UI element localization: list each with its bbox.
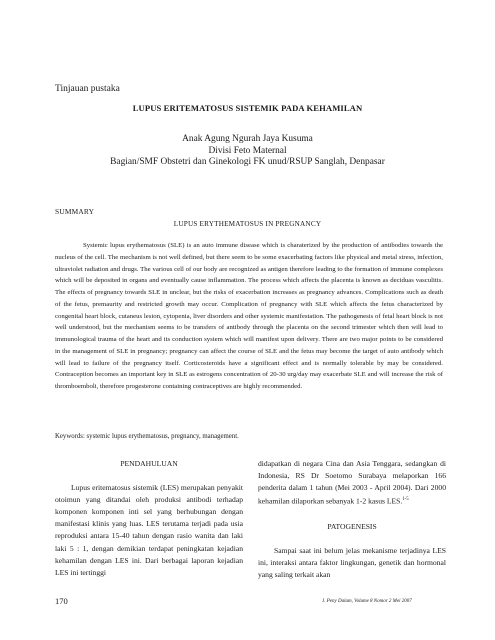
reference-superscript: 1-5 — [402, 497, 409, 503]
journal-citation: J. Peny Dalam, Volume 8 Nomor 2 Mei 2007 — [322, 599, 412, 604]
author-affiliation: Bagian/SMF Obstetri dan Ginekologi FK unud/RSUP Sanglah, Denpasar — [110, 157, 385, 167]
paragraph-text: didapatkan di negara Cina dan Asia Tenggara, sedangkan di Indonesia, RS Dr Soetomo Surabaya melaporkan 166 penderita dalam 1 tahun (Mei 2003 - April 2004). Dari 2000 kehamilan dilaporkan sebanyak 1-2 kasus LES. — [258, 459, 446, 506]
paragraph — [258, 458, 446, 508]
abstract-text: Systemic lupus erythematosus (SLE) is an auto immune disease which is charaterized by the production of antibodies towards the nucleus of the cell. The mechanism is not well defined, but there seem to be some exacerbating factors like physical and metal stress, infection, ultraviolet radiation and drugs. The various cell of our body are recognized as antigen therefore leading to the formation of immune complexes which will be deposited in organs and eventually cause inflammation. The process which affects the placenta is known as deciduas vasculitis. The effects of pregnancy towards SLE in unclear, but the risks of exacerbation increases as pregnancy advances. Complications such as death of the fetus, premaurity and restricted growth may occur. Complication of pregnancy with SLE which affects the fetus characterized by congenital heart block, cutaneus lesion, cytopenia, liver disorders and other systemic manifestation. The pathogenesis of fetal heart block is not well understood, but the mechanism seems to be transfers of antibody through the placenta on the second trimester which then will lead to immunological trauma of the heart and its conduction system which will manifest upon delivery. There are two major points to be considered in the management of SLE in pregnancy; pregnancy can affect the course of SLE and the fetus may become the target of auto antibody which will lead to failure of the pregnancy itself. Corticosteroids have a significant effect and is normally tolerable by may be considered. Contraception becomes an important key in SLE as estrogens concentration of 20-30 urg/day may exacerbate SLE and will increase the risk of thromboemboli, therefore progesterone containing contraceptives are highly recommended. — [55, 242, 443, 390]
section-heading-pendahuluan: PENDAHULUAN — [120, 459, 178, 468]
section-heading-patogenesis: PATOGENESIS — [327, 521, 377, 531]
author-block — [0, 134, 495, 169]
paragraph: Sampai saat ini belum jelas mekanisme terjadinya LES ini, interaksi antara faktor lingkungan, genetik dan hormonal yang saling terkait akan — [258, 546, 446, 580]
article-title: LUPUS ERITEMATOSUS SISTEMIK PADA KEHAMILAN — [132, 103, 363, 113]
body-column-left — [55, 458, 243, 579]
body-column-right — [258, 458, 446, 581]
keywords: Keywords: systemic lupus erythematosus, pregnancy, management. — [55, 433, 239, 440]
page-number: 170 — [55, 596, 68, 606]
summary-subtitle: LUPUS ERYTHEMATOSUS IN PREGNANCY — [173, 220, 322, 228]
author-division: Divisi Feto Maternal — [208, 145, 287, 156]
author-name: Anak Agung Ngurah Jaya Kusuma — [182, 134, 313, 144]
summary-heading: SUMMARY — [55, 207, 95, 216]
paragraph: Lupus eritematosus sistemik (LES) merupakan penyakit otoimun yang ditandai oleh produksi antibodi terhadap komponen komponen inti sel yang berhubungan dengan manifestasi klinis yang luas. LES terutama terjadi pada usia reproduksi antara 15-40 tahun dengan rasio wanita dan laki laki 5 : 1, dengan demikian terdapat peningkatan kejadian kehamilan dengan LES ini. Dari berbagai laporan kejadian LES ini tertinggi — [55, 483, 243, 577]
section-label: Tinjauan pustaka — [55, 84, 120, 94]
